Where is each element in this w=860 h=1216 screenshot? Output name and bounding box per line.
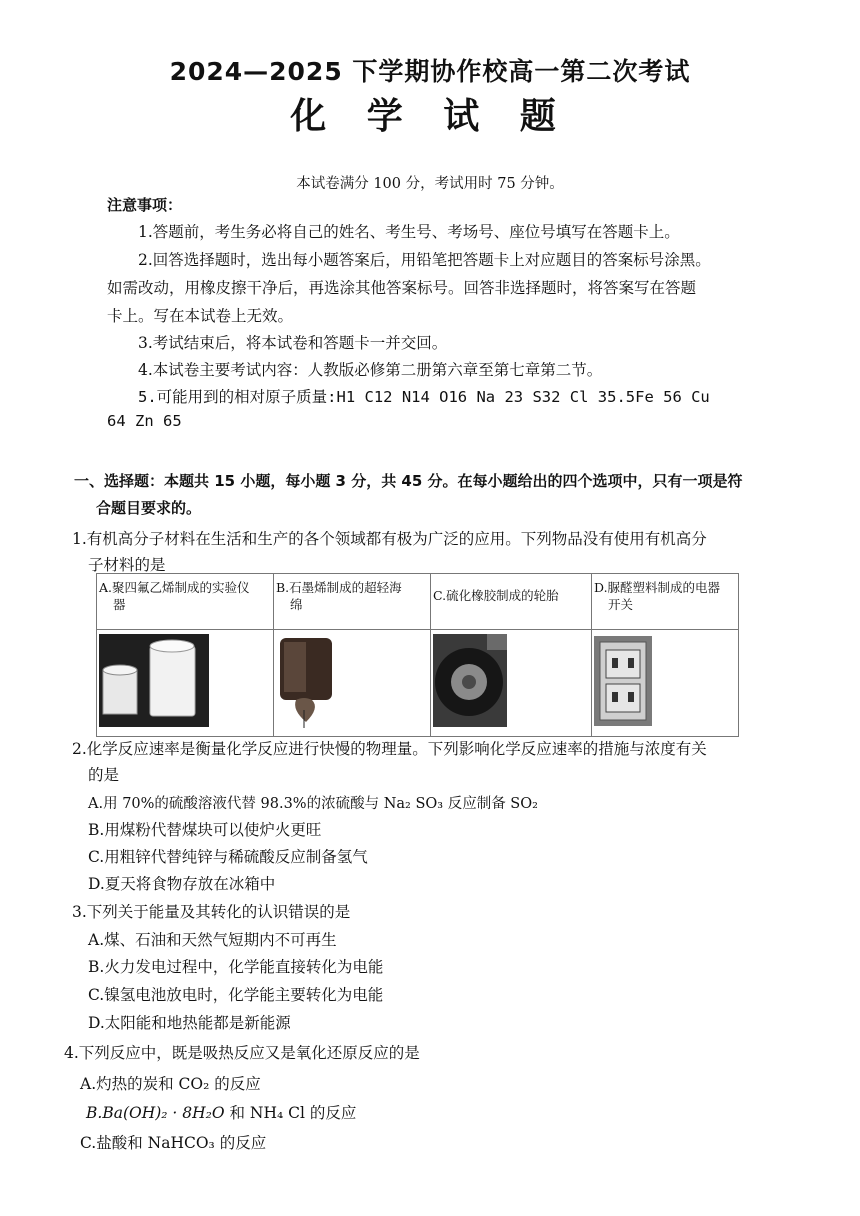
q1-options-table	[96, 573, 739, 737]
q2-option-c: C.用粗锌代替纯锌与稀硫酸反应制备氢气	[88, 848, 368, 866]
q4-option-b-formula: B.Ba(OH)₂ · 8H₂O	[86, 1104, 225, 1122]
q1-image-d-cell	[592, 630, 739, 737]
q2-stem-cont: 的是	[88, 766, 120, 784]
subject-title: 化 学 试 题	[290, 96, 570, 137]
exam-intro: 本试卷满分 100 分，考试用时 75 分钟。	[296, 176, 564, 192]
option-d-line1: D.脲醛塑料制成的电器	[594, 580, 721, 595]
section-heading-cont: 合题目要求的。	[96, 499, 202, 517]
q1-image-b-cell	[274, 630, 431, 737]
q4-stem: 4.下列反应中，既是吸热反应又是氧化还原反应的是	[64, 1044, 420, 1062]
q1-option-a	[97, 574, 274, 630]
note-4: 4.本试卷主要考试内容：人教版必修第二册第六章至第七章第二节。	[138, 361, 603, 379]
option-c-line1: C.硫化橡胶制成的轮胎	[433, 588, 559, 603]
q3-option-b: B.火力发电过程中，化学能直接转化为电能	[88, 958, 384, 976]
q1-image-a-cell	[97, 630, 274, 737]
q4-option-b	[86, 1101, 356, 1123]
q3-stem: 3.下列关于能量及其转化的认识错误的是	[72, 903, 351, 921]
q1-option-b	[274, 574, 431, 630]
note-2-end: 卡上。写在本试卷上无效。	[107, 307, 294, 325]
q2-option-a: A.用 70%的硫酸溶液代替 98.3%的浓硫酸与 Na₂ SO₃ 反应制备 SO₂	[88, 796, 538, 812]
note-5-cont: 64 Zn 65	[107, 412, 182, 430]
q1-stem-cont: 子材料的是	[88, 556, 166, 574]
option-b-line2: 绵	[290, 597, 303, 612]
q1-option-c	[431, 574, 592, 630]
graphene-sponge-image	[274, 630, 430, 732]
option-a-line1: A.聚四氟乙烯制成的实验仪	[99, 580, 250, 595]
note-5: 5.可能用到的相对原子质量:H1 C12 N14 O16 Na 23 S32 Cl 35.5Fe 56 Cu	[138, 388, 710, 406]
option-a-line2: 器	[113, 597, 126, 612]
q1-stem: 1.有机高分子材料在生活和生产的各个领域都有极为广泛的应用。下列物品没有使用有机高分	[72, 530, 707, 548]
option-b-line1: B.石墨烯制成的超轻海	[276, 580, 402, 595]
q2-stem: 2.化学反应速率是衡量化学反应进行快慢的物理量。下列影响化学反应速率的措施与浓度有关	[72, 740, 707, 758]
q1-image-c-cell	[431, 630, 592, 737]
lab-container-image	[97, 630, 273, 732]
section-heading: 一、选择题：本题共 15 小题，每小题 3 分，共 45 分。在每小题给出的四个选项中，只有一项是符	[74, 472, 743, 490]
q2-option-b: B.用煤粉代替煤块可以使炉火更旺	[88, 821, 322, 839]
note-1: 1.答题前，考生务必将自己的姓名、考生号、考场号、座位号填写在答题卡上。	[138, 223, 680, 241]
q3-option-d: D.太阳能和地热能都是新能源	[88, 1014, 291, 1032]
electrical-switch-image	[592, 630, 738, 732]
rubber-tire-image	[431, 630, 591, 732]
q3-option-c: C.镍氢电池放电时，化学能主要转化为电能	[88, 986, 384, 1004]
q3-option-a: A.煤、石油和天然气短期内不可再生	[88, 931, 337, 949]
q4-option-a: A.灼热的炭和 CO₂ 的反应	[80, 1075, 261, 1093]
note-2: 2.回答选择题时，选出每小题答案后，用铅笔把答题卡上对应题目的答案标号涂黑。	[138, 251, 711, 269]
note-2-cont: 如需改动，用橡皮擦干净后，再选涂其他答案标号。回答非选择题时，将答案写在答题	[107, 279, 697, 297]
q4-option-c: C.盐酸和 NaHCO₃ 的反应	[80, 1134, 267, 1152]
option-d-line2: 开关	[608, 597, 634, 612]
exam-title: 2024—2025 下学期协作校高一第二次考试	[169, 57, 691, 86]
q4-option-b-rest: 和 NH₄ Cl 的反应	[224, 1104, 357, 1122]
note-3: 3.考试结束后，将本试卷和答题卡一并交回。	[138, 334, 448, 352]
q2-option-d: D.夏天将食物存放在冰箱中	[88, 875, 276, 893]
notes-heading: 注意事项：	[107, 196, 183, 214]
q1-option-d	[592, 574, 739, 630]
